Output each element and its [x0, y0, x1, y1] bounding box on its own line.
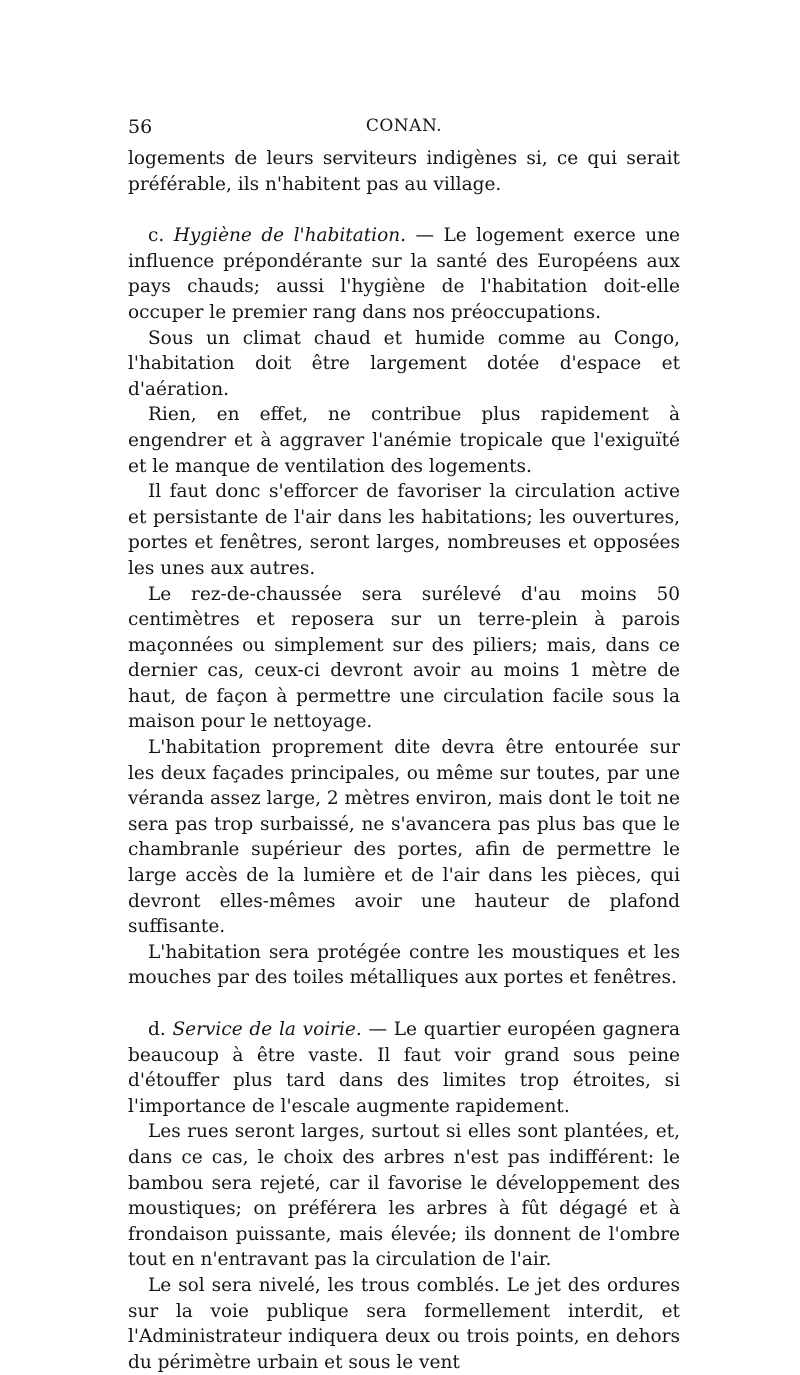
- paragraph: Rien, en effet, ne contribue plus rapidement à engendrer et à aggraver l'anémie tropicale que l'exiguïté et le manque de ventilation des logements.: [128, 404, 680, 477]
- running-head: CONAN.: [365, 116, 443, 136]
- section-c-letter: c.: [148, 225, 165, 247]
- section-d-letter: d.: [148, 1019, 166, 1040]
- paragraph: L'habitation proprement dite devra être entourée sur les deux façades principales, ou même sur toutes, par une véranda assez large, 2 mètres environ, mais dont le toit ne sera pas trop surbaissé, ne s'avancera pas plus bas que le chambranle supérieur des portes, afin de permettre le large accès de la lumière et de l'air dans les pièces, qui devront elles-mêmes avoir une hauteur de plafond suffisante.: [128, 737, 680, 938]
- paragraph: Sous un climat chaud et humide comme au Congo, l'habitation doit être largement dotée d'espace et d'aération.: [128, 327, 680, 400]
- section-d-paragraph: [128, 1017, 680, 1119]
- section-c-text: Le logement exerce une influence prépondérante sur la santé des Européens aux pays chauds; aussi l'hygiène de l'habitation doit-elle occuper le premier rang dans nos préoccupations.: [128, 225, 680, 323]
- paragraph: Le sol sera nivelé, les trous comblés. Le jet des ordures sur la voie publique sera formellement interdit, et l'Administrateur indiquera deux ou trois points, en dehors du périmètre urbain et sous le vent: [128, 1274, 680, 1373]
- section-d-dash: —: [361, 1019, 394, 1040]
- paragraph: Il faut donc s'efforcer de favoriser la circulation active et persistante de l'air dans les habitations; les ouvertures, portes et fenêtres, seront larges, nombreuses et opposées les unes aux autres.: [128, 481, 680, 579]
- section-c-paragraph: [128, 223, 680, 325]
- body-text: [128, 146, 680, 1375]
- paragraph: Le rez-de-chaussée sera surélevé d'au moins 50 centimètres et reposera sur un terre-plein à parois maçonnées ou simplement sur des piliers; mais, dans ce dernier cas, ceux-ci devront avoir au moins 1 mètre de haut, de façon à permettre une circulation facile sous la maison pour le nettoyage.: [128, 583, 680, 733]
- paragraph: Les rues seront larges, surtout si elles sont plantées, et, dans ce cas, le choix des arbres n'est pas indifférent: le bambou sera rejeté, car il favorise le développement des moustiques; on préférera les arbres à fût dégagé et à frondaison puissante, mais élevée; ils donnent de l'ombre tout en n'entravant pas la circulation de l'air.: [128, 1121, 680, 1271]
- section-d-text: Le quartier européen gagnera beaucoup à être vaste. Il faut voir grand sous peine d'étouffer plus tard dans des limites trop étroites, si l'importance de l'escale augmente rapidement.: [128, 1019, 680, 1117]
- section-c-dash: —: [406, 225, 444, 247]
- page-number: 56: [128, 116, 153, 138]
- section-c-title: Hygiène de l'habitation.: [173, 225, 407, 247]
- section-d-title: Service de la voirie.: [172, 1019, 362, 1040]
- paragraph: L'habitation sera protégée contre les moustiques et les mouches par des toiles métalliques aux portes et fenêtres.: [128, 941, 680, 989]
- page-header: [128, 110, 680, 144]
- paragraph-continuation: logements de leurs serviteurs indigènes si, ce qui serait préférable, ils n'habitent pas au village.: [128, 148, 680, 195]
